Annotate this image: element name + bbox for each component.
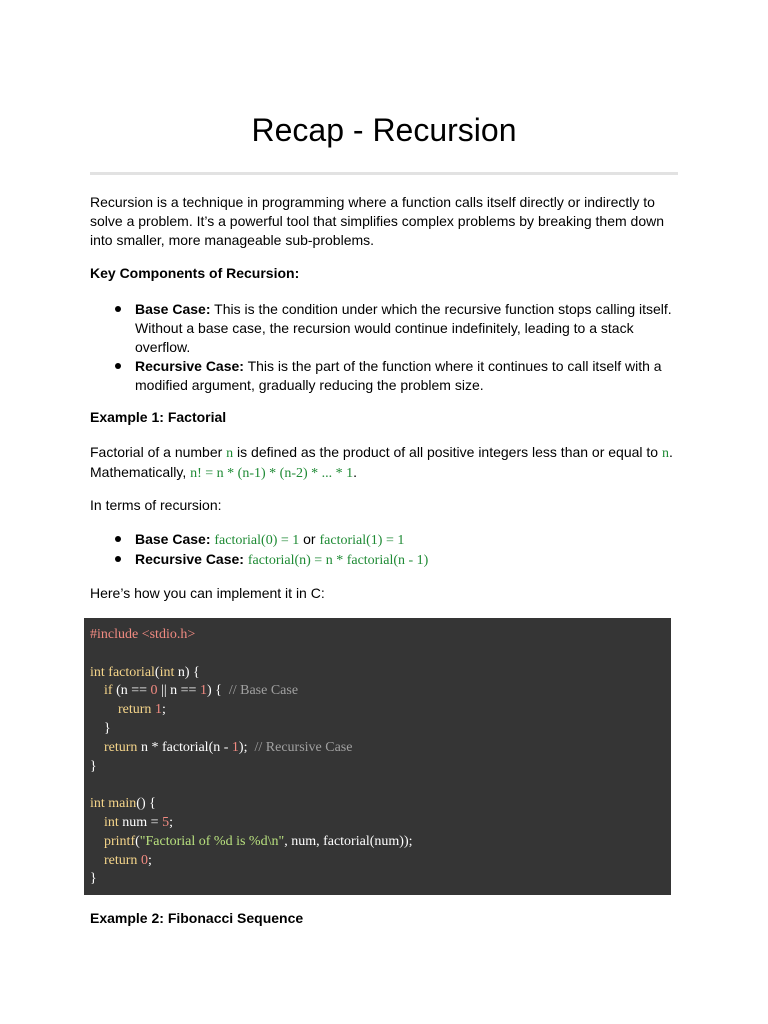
implement-text: Here’s how you can implement it in C: [90, 585, 325, 601]
components-heading: Key Components of Recursion: [90, 265, 300, 281]
code-line: int main() { [90, 796, 156, 812]
def-text-4: . [353, 464, 358, 480]
components-list [90, 300, 680, 395]
base-case-label: Base Case: [135, 531, 211, 547]
code-line: if (n == 0 || n == 1) { // Base Case [104, 683, 299, 699]
recursive-case-term: Recursive Case: [135, 358, 244, 374]
list-item [90, 550, 680, 570]
base-case-term: Base Case: [135, 301, 211, 317]
example1-heading: Example 1: Factorial [90, 409, 227, 425]
def-n-1: n [226, 446, 234, 461]
def-text-3: . Mathematically, [90, 444, 673, 480]
base-case-code-1: factorial(0) = 1 [214, 533, 300, 548]
list-item [90, 530, 680, 550]
def-text-2: is defined as the product of all positive integers less than or equal to [233, 444, 662, 460]
code-line: int num = 5; [104, 814, 173, 830]
code-line [90, 645, 665, 664]
title-divider [90, 172, 678, 175]
page-title: Recap - Recursion [251, 112, 517, 148]
code-line: int factorial(int n) { [90, 664, 200, 680]
base-case-text: This is the condition under which the recursive function stops calling itself. Without a base case, the recursion would continue indefinitely, leading to a stack overflow. [135, 301, 672, 355]
recursive-case-text: This is the part of the function where it continues to call itself with a modified argument, gradually reducing the problem size. [135, 358, 662, 393]
list-item [90, 357, 680, 395]
code-line: } [90, 758, 97, 774]
code-line: } [90, 871, 97, 887]
def-n-2: n [661, 446, 669, 461]
code-line: #include <stdio.h> [90, 627, 196, 642]
code-block [84, 618, 671, 895]
code-line: } [90, 720, 111, 736]
def-formula: n! = n * (n-1) * (n-2) * ... * 1 [190, 466, 354, 481]
code-line: printf("Factorial of %d is %d\n", num, factorial(num)); [104, 833, 413, 849]
list-item [90, 300, 680, 357]
recursion-cases-list [90, 530, 680, 570]
code-line: return 1; [118, 702, 166, 718]
code-line: return n * factorial(n - 1); // Recursive Case [104, 739, 353, 755]
example2-heading: Example 2: Fibonacci Sequence [90, 910, 304, 926]
recursive-case-code: factorial(n) = n * factorial(n - 1) [247, 553, 429, 568]
in-terms-text: In terms of recursion: [90, 497, 222, 513]
factorial-definition [90, 443, 680, 483]
def-text-1: Factorial of a number [90, 444, 227, 460]
code-line [90, 776, 665, 795]
base-case-code-2: factorial(1) = 1 [319, 533, 405, 548]
code-line: return 0; [104, 852, 152, 868]
base-case-or: or [299, 531, 320, 547]
intro-paragraph: Recursion is a technique in programming where a function calls itself directly or indirectly to solve a problem. It’s a powerful tool that simplifies complex problems by breaking them down into smaller, more manageable sub-problems. [90, 194, 665, 248]
recursive-case-label: Recursive Case: [135, 551, 244, 567]
